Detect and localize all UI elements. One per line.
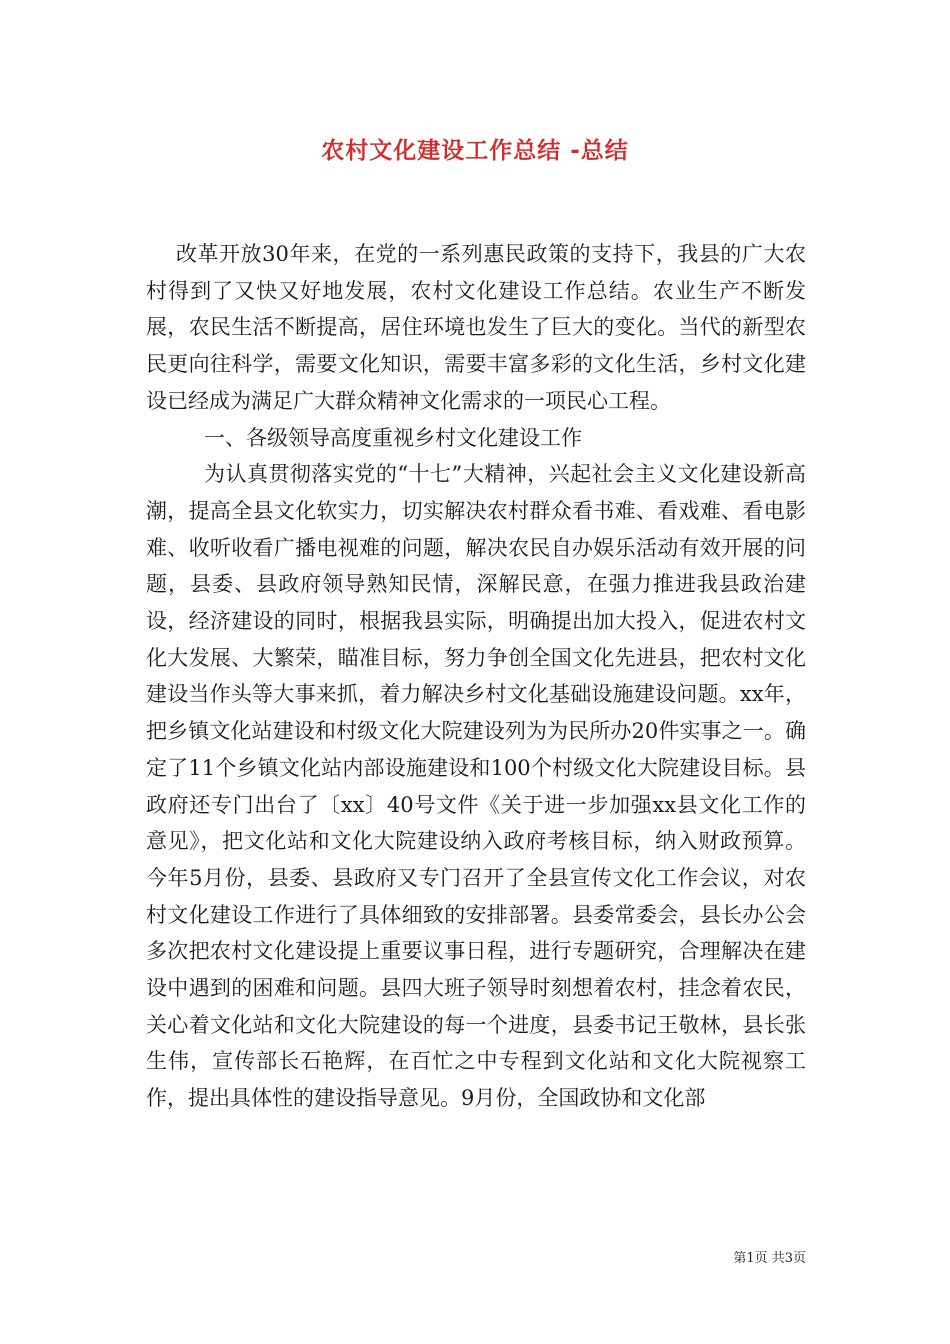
paragraph-section-one: 为认真贯彻落实党的“十七”大精神，兴起社会主义文化建设新高潮，提高全县文化软实力，切实解决农村群众看书难、看戏难、看电影难、收听收看广播电视难的问题，解决农民自办娱乐活动有效开展的问题，县委、县政府领导熟知民情，深解民意，在强力推进我县政治建设，经济建设的同时，根据我县实际，明确提出加大投入，促进农村文化大发展、大繁荣，瞄准目标，努力争创全国文化先进县，把农村文化建设当作头等大事来抓，着力解决乡村文化基础设施建设问题。xx年，把乡镇文化站建设和村级文化大院建设列为为民所办20件实事之一。确定了11个乡镇文化站内部设施建设和100个村级文化大院建设目标。县政府还专门出台了〔xx〕40号文件《关于进一步加强xx县文化工作的意见》，把文化站和文化大院建设纳入政府考核目标，纳入财政预算。今年5月份，县委、县政府又专门召开了全县宣传文化工作会议，对农村文化建设工作进行了具体细致的安排部署。县委常委会，县长办公会多次把农村文化建设提上重要议事日程，进行专题研究，合理解决在建设中遇到的困难和问题。县四大班子领导时刻想着农村，挂念着农民，关心着文化站和文化大院建设的每一个进度，县委书记王敬林，县长张生伟，宣传部长石艳辉，在百忙之中专程到文化站和文化大院视察工作，提出具体性的建设指导意见。9月份，全国政协和文化部 — [146, 462, 806, 1111]
document-body — [146, 236, 806, 1117]
section-heading: 一、各级领导高度重视乡村文化建设工作 — [204, 425, 582, 450]
page-number: 第1页 共3页 — [733, 1251, 806, 1266]
paragraph-intro: 改革开放30年来，在党的一系列惠民政策的支持下，我县的广大农村得到了又快又好地发展，农村文化建设工作总结。农业生产不断发展，农民生活不断提高，居住环境也发生了巨大的变化。当代的新型农民更向往科学，需要文化知识，需要丰富多彩的文化生活，乡村文化建设已经成为满足广大群众精神文化需求的一项民心工程。 — [146, 242, 806, 413]
document-title: 农村文化建设工作总结 -总结 — [321, 138, 629, 164]
